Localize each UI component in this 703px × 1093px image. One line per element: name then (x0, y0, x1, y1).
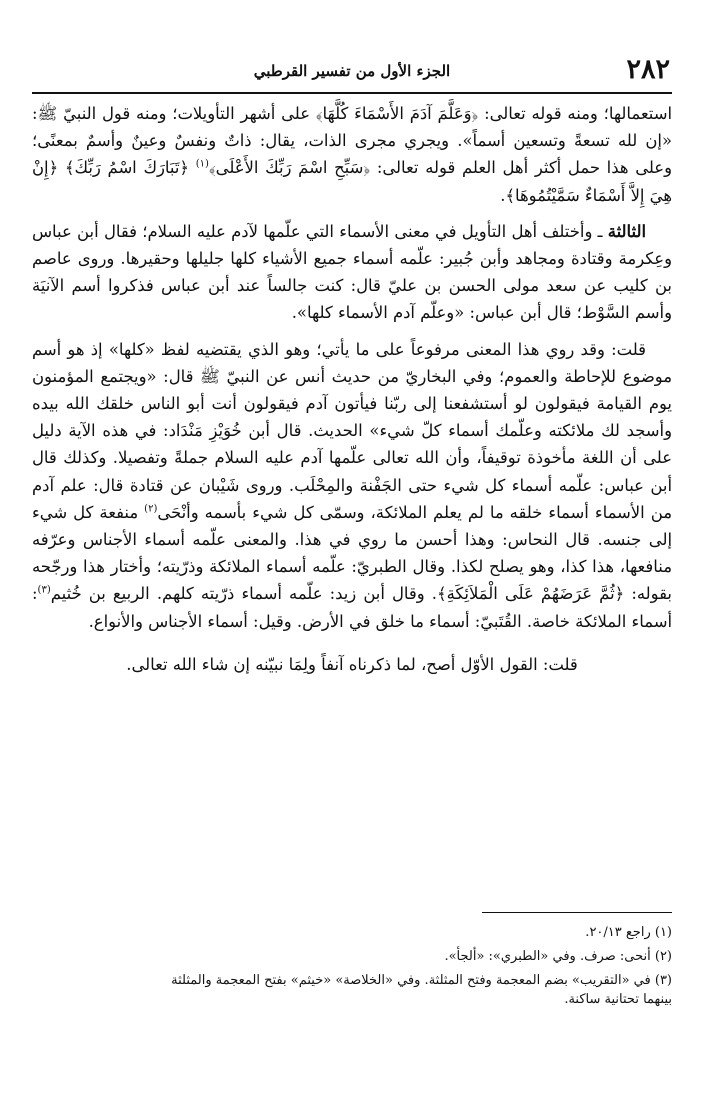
footnote-ref-2: (٢) (144, 503, 158, 515)
page-number: ٢٨٢ (626, 54, 670, 85)
footnote-divider (482, 912, 672, 913)
paragraph-2 (32, 218, 672, 327)
footnote-ref-3: (٣) (37, 584, 51, 596)
paragraph-3-text-b: منفعة كل شيء إلى جنسه. قال النحاس: وهذا أحسن ما روي في هذا. والمعنى علّمه أسماء الأجناس وعرّفه منافعها، هذا كذا، وهو يصلح لكذا. وقال الطبريّ: علّمه أسماء الملائكة وذرّيته؛ وأختار هذا ورجّحه بقوله: ﴿ثُمَّ عَرَضَهُمْ عَلَى الْمَلاَئِكَةِ﴾. وقال أبن زيد: علّمه أسماء ذرّيته كلهم. الربيع بن خُثيم (32, 502, 672, 604)
page-header (32, 52, 672, 94)
paragraph-4 (32, 651, 672, 678)
section-keyword-third: الثالثة (607, 221, 646, 241)
footnote-2: (٢) أنحى: صرف. وفي «الطبري»: «ألجأ». (444, 949, 672, 964)
paragraph-1-text-a: استعمالها؛ ومنه قوله تعالى: ﴿وَعَلَّمَ آدَمَ الأَسْمَاءَ كُلَّهَا﴾ على أشهر التأويلات؛ ومنه قول النبيّ ﷺ: «إن لله تسعةً وتسعين أسماً». ويجري مجرى الذات، يقال: ذاتٌ ونفسٌ وعينٌ وأسمٌ بمعنًى؛ وعلى هذا حمل أكثر أهل العلم قوله تعالى: ﴿سَبِّحِ اسْمَ رَبِّكَ الأَعْلَى﴾ (32, 104, 672, 178)
running-title: الجزء الأول من تفسير القرطبي (253, 62, 451, 80)
paragraph-3-text-c: : أسماء الملائكة خاصة. القُتَبيّ: أسماء ما خلق في الأرض. وقيل: أسماء الأجناس والأنواع. (32, 584, 672, 631)
footnote-3: (٣) في «التقريب» بضم المعجمة وفتح المثلثة. وفي «الخلاصة» «خيثم» بفتح المعجمة والمثلثة (171, 973, 672, 988)
paragraph-3-text-a: قلت: وقد روي هذا المعنى مرفوعاً على ما يأتي؛ وهو الذي يقتضيه لفظ «كلها» إذ هو أسم موضوع للإحاطة والعموم؛ وفي البخاريّ من حديث أنس عن النبيّ ﷺ قال: «ويجتمع المؤمنون يوم القيامة فيقولون لو أستشفعنا إلى ربّنا فيأتون آدم فيقولون أنت أبو الناس خلقك الله بيده وأسجد لك ملائكته وعلّمك أسماء كلّ شيء» الحديث. قال أبن خُوَيْزِ مَنْدَاد: في هذه الآية دليل على أن اللغة مأخوذة توقيفاً، وأن الله تعالى علّمها آدم عليه السلام جملةً وتفصيلا. وكذلك قال أبن عباس: علّمه أسماء كل شيء حتى الجَفْنة والمِحْلَب. وروى شَيْبان عن قتادة قال: علم آدم من الأسماء أسماء خلقه ما لم يعلم الملائكة، وسمّى كل شيء بأسمه وأنْحَى (32, 339, 672, 522)
footnotes (32, 912, 672, 1011)
footnote-ref-1: (١) (195, 158, 209, 170)
page (32, 52, 672, 678)
paragraph-1-text-b: ﴿تَبَارَكَ اسْمُ رَبِّكَ﴾ ﴿إِنْ هِيَ إِلاَّ أَسْمَاءٌ سَمَّيْتُمُوهَا﴾. (32, 158, 672, 205)
footnote-1: (١) راجع ٢٠/١٣. (585, 925, 672, 940)
paragraph-3 (32, 336, 672, 635)
paragraph-2-text: ـ وأختلف أهل التأويل في معنى الأسماء التي علّمها لآدم عليه السلام؛ فقال أبن عباس وعِكرمة وقتادة ومجاهد وأبن جُبير: علّمه أسماء جميع الأشياء كلها جليلها وحقيرها. وروى عاصم بن كليب عن سعد مولى الحسن بن عليّ قال: كنت جالساً عند أبن عباس فذكروا أسم الآنيَة وأسم السَّوْط؛ قال أبن عباس: «وعلّم آدم الأسماء كلها». (32, 221, 672, 323)
footnote-3-continuation: بينهما تحتانية ساكنة. (564, 992, 672, 1007)
paragraph-4-text: قلت: القول الأوّل أصح، لما ذكرناه آنفاً ولِمَا نبيّنه إن شاء الله تعالى. (126, 654, 578, 674)
paragraph-1 (32, 100, 672, 209)
